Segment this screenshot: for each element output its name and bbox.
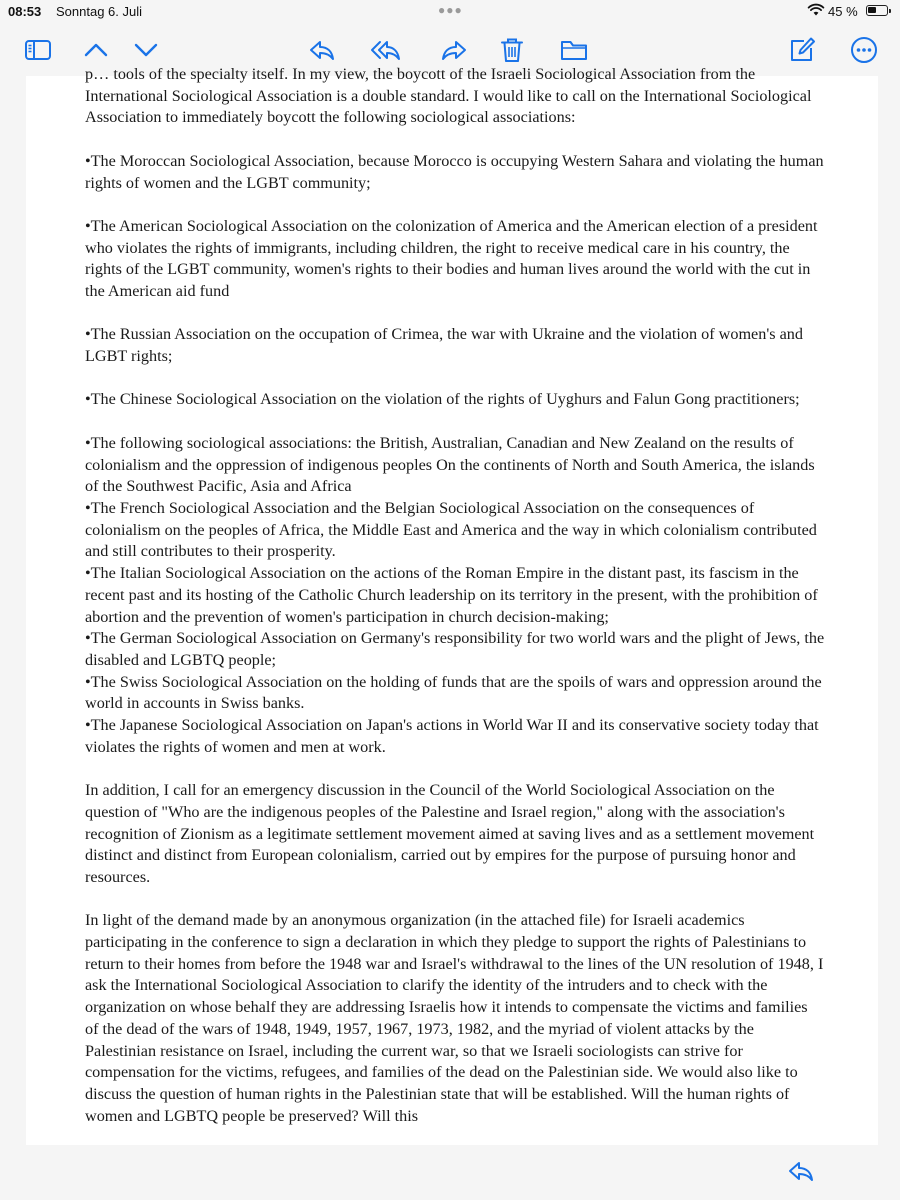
reply-icon[interactable]: [784, 1154, 818, 1188]
multitasking-dots-icon[interactable]: ●●●: [438, 3, 463, 17]
sidebar-icon[interactable]: [22, 34, 54, 66]
chevron-down-icon[interactable]: [130, 34, 162, 66]
forward-icon[interactable]: [438, 34, 470, 66]
bottom-bar: [26, 1145, 878, 1200]
battery-percentage: 45 %: [828, 4, 858, 19]
paragraph: In addition, I call for an emergency discussion in the Council of the World Sociological Association on the question of "Who are the indigenous peoples of the Palestine and Israel region," along with the association's recognition of Zionism as a legitimate settlement movement aimed at saving lives and as a settlement movement distinct and distinct from European colonialism, carried out by empires for the purpose of pursuing honor and resources.: [85, 781, 815, 886]
list-item: •The Russian Association on the occupation of Crimea, the war with Ukraine and the violation of women's and LGBT rights;: [85, 325, 803, 366]
paragraph: p… tools of the specialty itself. In my view, the boycott of the Israeli Sociological Association from the International Sociological Association is a double standard. I would like to call on the International Sociological Association to immediately boycott the following sociological associations:: [85, 65, 812, 127]
status-date: Sonntag 6. Juli: [56, 4, 143, 19]
list-item: •The Moroccan Sociological Association, because Morocco is occupying Western Sahara and violating the human rights of women and the LGBT community;: [85, 151, 824, 192]
folder-icon[interactable]: [558, 34, 590, 66]
paragraph: In light of the demand made by an anonymous organization (in the attached file) for Israeli academics participating in the conference to sign a declaration in which they pledge to support the rights of Palestinians to return to their homes from before the 1948 war and Israel's withdrawal to the lines of the UN resolution of 1948, I ask the International Sociological Association to clarify the identity of the intruders and to check with the organization on whose behalf they are addressing Israelis how it intends to compensate the victims and families of the dead of the wars of 1948, 1949, 1957, 1967, 1973, 1982, and the myriad of violent attacks by the Palestinian resistance on Israel, including the current war, so that we Israeli sociologists can strive for compensation for the victims, refugees, and families of the dead on the Palestinian side. We would also like to discuss the question of human rights in the Palestinian state that will be established. Will the human rights of women and LGBTQ people be preserved? Will this: [85, 911, 824, 1125]
status-bar: [0, 0, 900, 24]
email-body-page[interactable]: [26, 65, 878, 1145]
list-item: •The French Sociological Association and the Belgian Sociological Association on the consequences of colonialism on the peoples of Africa, the Middle East and America and the way in which colonialism contributed and still contributes to their prosperity.: [85, 498, 817, 561]
compose-icon[interactable]: [786, 34, 818, 66]
list-item: •The German Sociological Association on Germany's responsibility for two world wars and the plight of Jews, the disabled and LGBTQ people;: [85, 629, 825, 669]
status-time: 08:53: [8, 4, 42, 19]
trash-icon[interactable]: [496, 34, 528, 66]
wifi-icon: [808, 3, 824, 20]
chevron-up-icon[interactable]: [80, 34, 112, 66]
list-item: •The Italian Sociological Association on the actions of the Roman Empire in the distant past, its fascism in the recent past and its hosting of the Catholic Church leadership on its territory in the present, with the prohibition of abortion and the prevention of women's participation in church decision-making;: [85, 564, 818, 626]
list-item: •The Japanese Sociological Association on Japan's actions in World War II and its conservative society today that violates the rights of women and men at work.: [85, 716, 819, 756]
reply-all-icon[interactable]: [370, 34, 402, 66]
battery-icon: [866, 5, 888, 16]
reply-icon[interactable]: [306, 34, 338, 66]
list-item: •The Swiss Sociological Association on the holding of funds that are the spoils of wars and oppression around the world in accounts in Swiss banks.: [85, 672, 822, 713]
list-item: •The following sociological associations: the British, Australian, Canadian and New Zealand on the results of colonialism and the oppression of indigenous peoples On the continents of North and South America, the islands of the Southwest Pacific, Asia and Africa: [85, 433, 815, 496]
list-item: •The American Sociological Association on the colonization of America and the American election of a president who violates the rights of immigrants, including children, the right to receive medical care in his country, the rights of the LGBT community, women's rights to their bodies and human lives around the world with the cut in the American aid fund: [85, 216, 818, 300]
email-body-text: [85, 64, 825, 1127]
more-icon[interactable]: [848, 34, 880, 66]
list-item: •The Chinese Sociological Association on the violation of the rights of Uyghurs and Falun Gong practitioners;: [85, 390, 800, 409]
